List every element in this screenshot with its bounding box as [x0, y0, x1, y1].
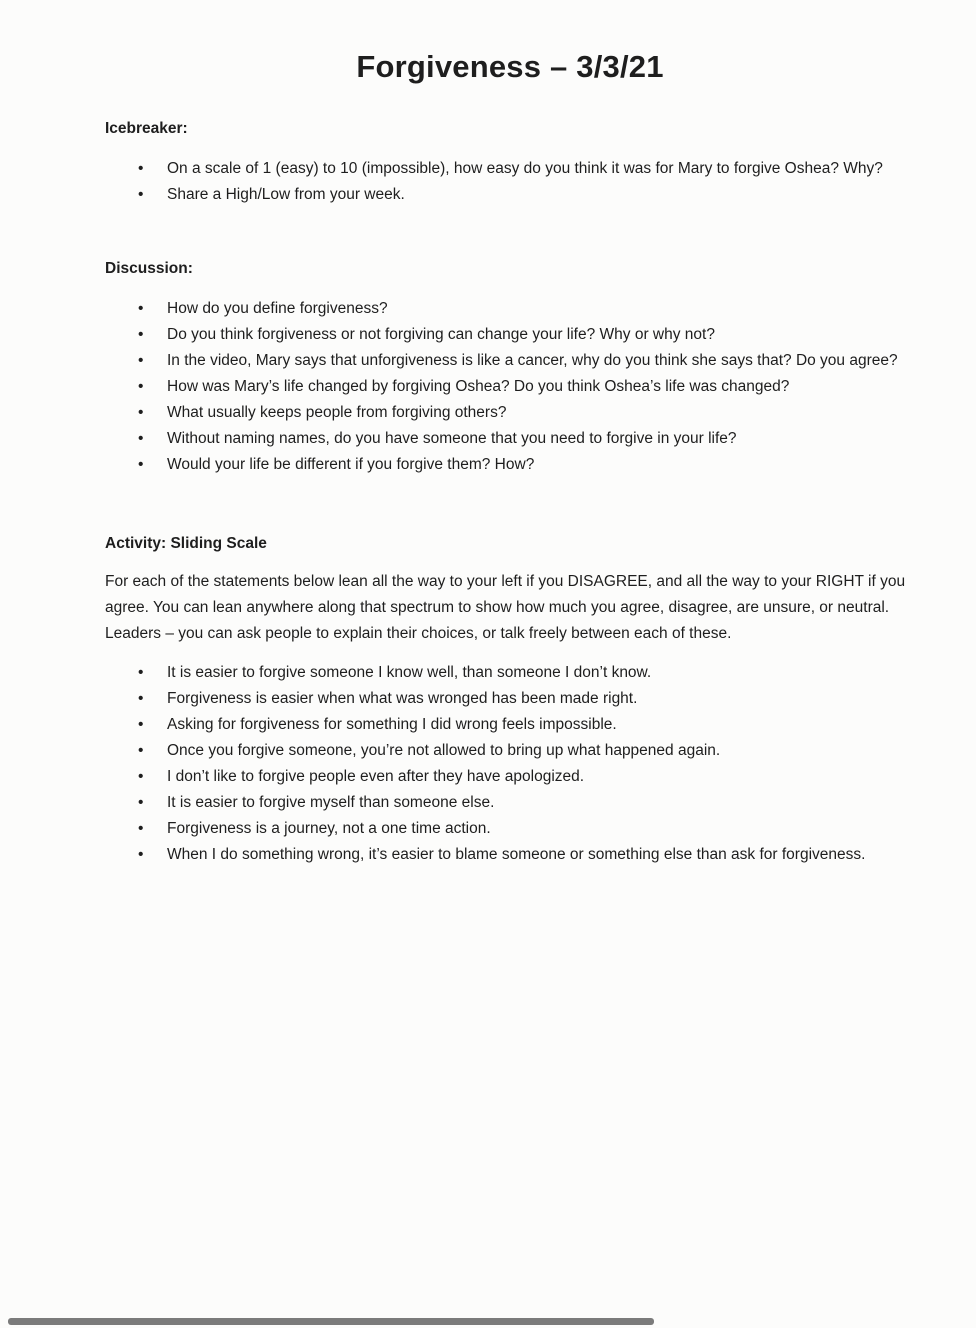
list-item-text: It is easier to forgive someone I know well, than someone I don’t know. — [167, 664, 652, 681]
list-item — [105, 764, 915, 790]
list-item-text: I don’t like to forgive people even after they have apologized. — [167, 768, 585, 785]
section-heading-activity: Activity: Sliding Scale — [105, 535, 267, 552]
bullet-icon: • — [138, 768, 144, 785]
page-title: Forgiveness – 3/3/21 — [356, 49, 664, 84]
list-item-text: When I do something wrong, it’s easier to blame someone or something else than ask for forgiveness. — [167, 846, 866, 863]
horizontal-scrollbar-track[interactable] — [0, 1314, 976, 1328]
activity-intro-paragraph: For each of the statements below lean all the way to your left if you DISAGREE, and all the way to your RIGHT if you agree. You can lean anywhere along that spectrum to show how much you agree, disagree, are unsure, or neutral. Leaders – you can ask people to explain their choices, or talk freely between each of these. — [105, 573, 906, 642]
bullet-icon: • — [138, 820, 144, 837]
list-item — [105, 816, 915, 842]
list-item — [105, 426, 915, 452]
list-item — [105, 686, 915, 712]
list-item-text: In the video, Mary says that unforgiveness is like a cancer, why do you think she says that? Do you agree? — [167, 352, 898, 369]
document-page — [0, 48, 976, 1328]
list-item — [105, 348, 915, 374]
list-item-text: How was Mary’s life changed by forgiving Oshea? Do you think Oshea’s life was changed? — [167, 378, 790, 395]
list-item-text: It is easier to forgive myself than someone else. — [167, 794, 495, 811]
list-item-text: Without naming names, do you have someone that you need to forgive in your life? — [167, 430, 737, 447]
section-heading-icebreaker: Icebreaker: — [105, 120, 188, 137]
list-item-text: Forgiveness is easier when what was wronged has been made right. — [167, 690, 638, 707]
bullet-icon: • — [138, 716, 144, 733]
bullet-icon: • — [138, 664, 144, 681]
list-item-text: On a scale of 1 (easy) to 10 (impossible), how easy do you think it was for Mary to forgive Oshea? Why? — [167, 160, 883, 177]
list-item-text: Do you think forgiveness or not forgiving can change your life? Why or why not? — [167, 326, 715, 343]
activity-list — [105, 660, 915, 868]
list-item — [105, 296, 915, 322]
bullet-icon: • — [138, 352, 144, 369]
bullet-icon: • — [138, 378, 144, 395]
discussion-list — [105, 296, 915, 478]
list-item-text: Once you forgive someone, you’re not allowed to bring up what happened again. — [167, 742, 721, 759]
bullet-icon: • — [138, 742, 144, 759]
horizontal-scrollbar-thumb[interactable] — [8, 1318, 654, 1325]
section-heading-discussion: Discussion: — [105, 260, 193, 277]
list-item — [105, 660, 915, 686]
list-item — [105, 712, 915, 738]
bullet-icon: • — [138, 326, 144, 343]
list-item-text: How do you define forgiveness? — [167, 300, 388, 317]
bullet-icon: • — [138, 456, 144, 473]
list-item — [105, 322, 915, 348]
bullet-icon: • — [138, 160, 144, 177]
bullet-icon: • — [138, 690, 144, 707]
bullet-icon: • — [138, 300, 144, 317]
list-item — [105, 182, 915, 208]
list-item — [105, 400, 915, 426]
icebreaker-list — [105, 156, 915, 208]
list-item-text: Forgiveness is a journey, not a one time action. — [167, 820, 491, 837]
list-item — [105, 842, 915, 868]
list-item-text: Would your life be different if you forgive them? How? — [167, 456, 535, 473]
list-item — [105, 374, 915, 400]
bullet-icon: • — [138, 430, 144, 447]
bullet-icon: • — [138, 186, 144, 203]
list-item-text: What usually keeps people from forgiving others? — [167, 404, 507, 421]
list-item — [105, 156, 915, 182]
bullet-icon: • — [138, 846, 144, 863]
bullet-icon: • — [138, 794, 144, 811]
list-item — [105, 738, 915, 764]
list-item-text: Asking for forgiveness for something I did wrong feels impossible. — [167, 716, 617, 733]
bullet-icon: • — [138, 404, 144, 421]
list-item-text: Share a High/Low from your week. — [167, 186, 405, 203]
list-item — [105, 790, 915, 816]
list-item — [105, 452, 915, 478]
